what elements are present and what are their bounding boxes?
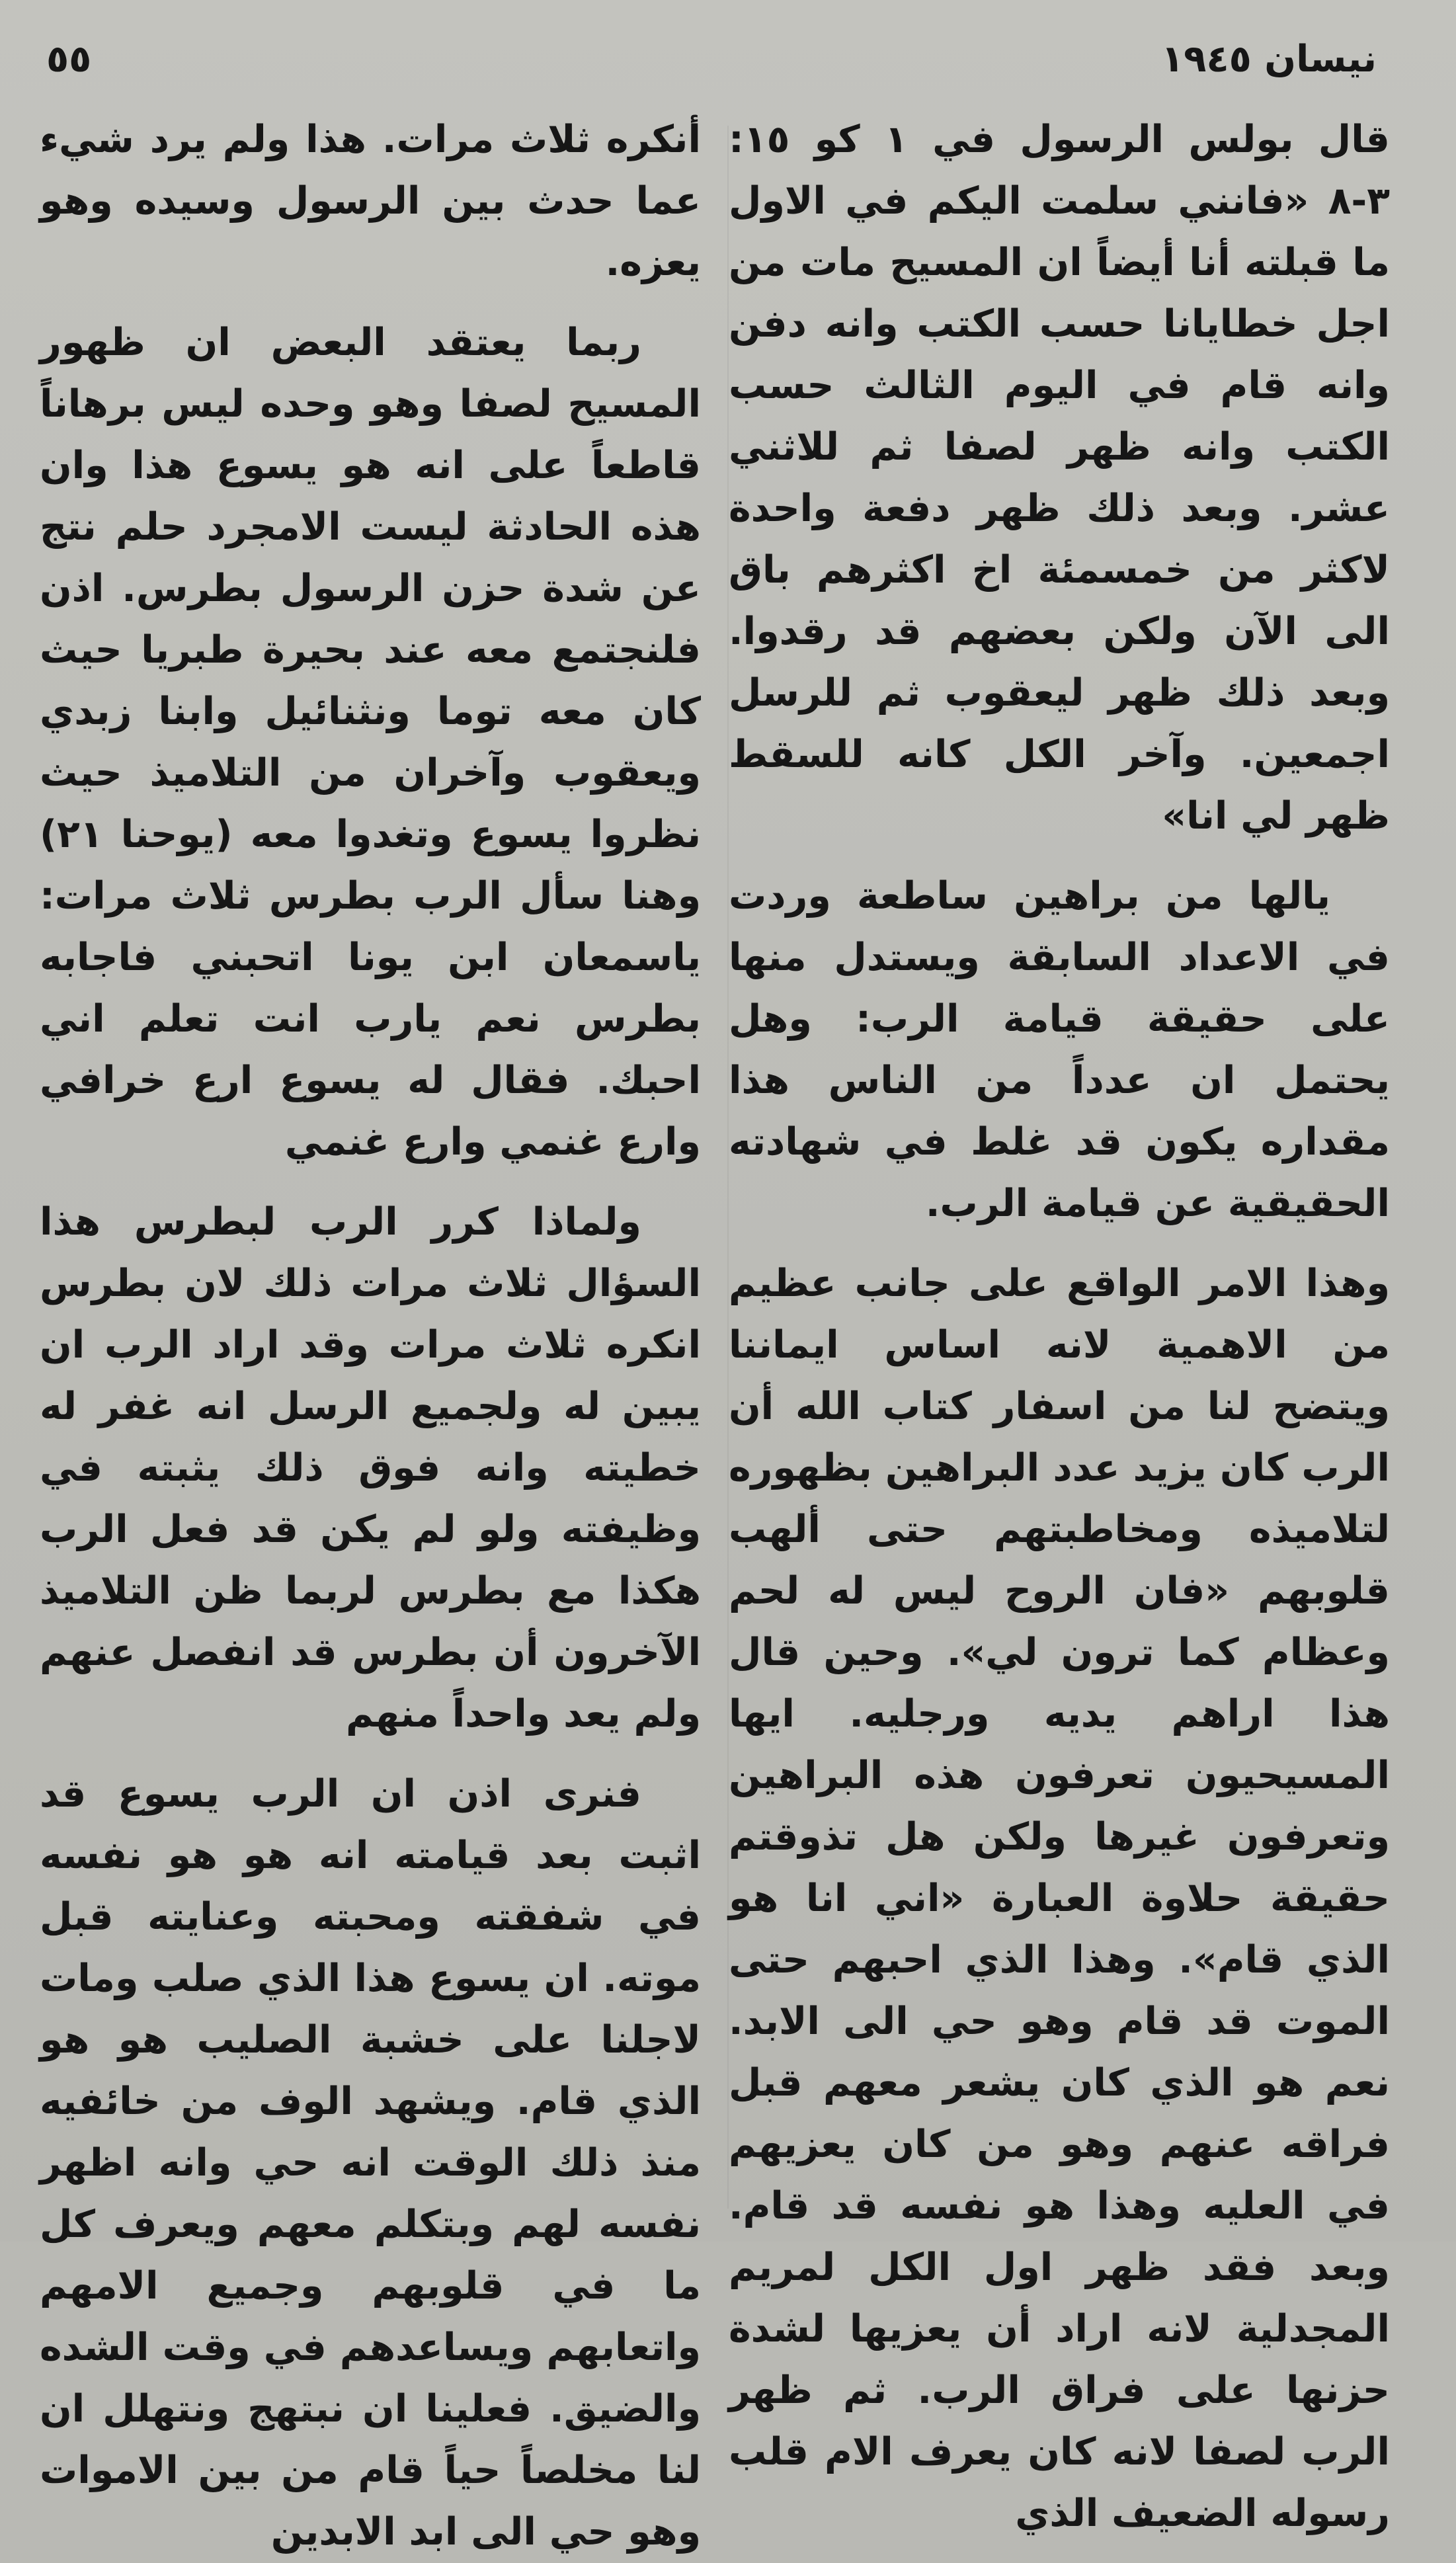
article-paragraph: قال بولس الرسول في ١ كو ١٥: ٣-٨ «فانني سلمت اليكم في الاول ما قبلته أنا أيضاً ان المسيح مات من اجل خطايانا حسب الكتب وانه دفن وانه قام في اليوم الثالث حسب الكتب وانه ظهر لصفا ثم للاثني عشر. وبعد ذلك ظهر دفعة واحدة لاكثر من خمسمئة اخ اكثرهم باق الى الآن ولكن بعضهم قد رقدوا. وبعد ذلك ظهر ليعقوب ثم للرسل اجمعين. وآخر الكل كانه للسقط ظهر لي انا» — [729, 118, 1390, 838]
article-paragraph: فنرى اذن ان الرب يسوع قد اثبت بعد قيامته انه هو هو نفسه في شفقته ومحبته وعنايته قبل موته. ان يسوع هذا الذي صلب ومات لاجلنا على خشبة الصليب هو هو الذي قام. ويشهد الوف من خائفيه منذ ذلك الوقت انه حي وانه اظهر نفسه لهم وبتكلم معهم ويعرف كل ما في قلوبهم وجميع الامهم واتعابهم ويساعدهم في وقت الشده والضيق. فعلينا ان نبتهج ونتهلل ان لنا مخلصاً حياً قام من بين الاموات وهو حي الى ابد الابدين — [40, 1772, 701, 2554]
right-column — [729, 109, 1390, 2535]
article-paragraph: وهذا الامر الواقع على جانب عظيم من الاهمية لانه اساس ايماننا ويتضح لنا من اسفار كتاب الله أن الرب كان يزيد عدد البراهين بظهوره لتلاميذه ومخاطبتهم حتى ألهب قلوبهم «فان الروح ليس له لحم وعظام كما ترون لي». وحين قال هذا اراهم يديه ورجليه. ايها المسيحيون تعرفون هذه البراهين وتعرفون غيرها ولكن هل تذوقتم حقيقة حلاوة العبارة «اني انا هو الذي قام». وهذا الذي احبهم حتى الموت قد قام وهو حي الى الابد. نعم هو الذي كان يشعر معهم قبل فراقه عنهم وهو من كان يعزيهم في العليه وهذا هو نفسه قد قام. وبعد فقد ظهر اول الكل لمريم المجدلية لانه اراد أن يعزيها لشدة حزنها على فراق الرب. ثم ظهر الرب لصفا لانه كان يعرف الام قلب رسوله الضعيف الذي — [729, 1262, 1390, 2535]
article-paragraph: يالها من براهين ساطعة وردت في الاعداد السابقة ويستدل منها على حقيقة قيامة الرب: وهل يحتمل ان عدداً من الناس هذا مقداره يكون قد غلط في شهادته الحقيقية عن قيامة الرب. — [729, 874, 1390, 1225]
column-gutter — [727, 126, 729, 2209]
article-paragraph: ربما يعتقد البعض ان ظهور المسيح لصفا وهو وحده ليس برهاناً قاطعاً على انه هو يسوع هذا وان هذه الحادثة ليست الامجرد حلم نتج عن شدة حزن الرسول بطرس. اذن فلنجتمع معه عند بحيرة طبريا حيث كان معه توما ونثنائيل وابنا زبدي ويعقوب وآخران من التلاميذ حيث نظروا يسوع وتغدوا معه (يوحنا ٢١) وهنا سأل الرب بطرس ثلاث مرات: ياسمعان ابن يونا اتحبني فاجابه بطرس نعم يارب انت تعلم اني احبك. فقال له يسوع ارع خرافي وارع غنمي وارع غنمي — [40, 321, 701, 1164]
issue-date: نيسان ١٩٤٥ — [1161, 38, 1377, 81]
article-paragraph: ولماذا كرر الرب لبطرس هذا السؤال ثلاث مرات ذلك لان بطرس انكره ثلاث مرات وقد اراد الرب ان يبين له ولجميع الرسل انه غفر له خطيته وانه فوق ذلك يثبته في وظيفته ولو لم يكن قد فعل الرب هكذا مع بطرس لربما ظن التلاميذ الآخرون أن بطرس قد انفصل عنهم ولم يعد واحداً منهم — [40, 1200, 701, 1736]
left-column — [40, 109, 701, 2554]
article-paragraph: أنكره ثلاث مرات. هذا ولم يرد شيء عما حدث بين الرسول وسيده وهو يعزه. — [40, 118, 701, 284]
page-number: ٥٥ — [46, 38, 92, 81]
running-head — [46, 26, 1377, 93]
